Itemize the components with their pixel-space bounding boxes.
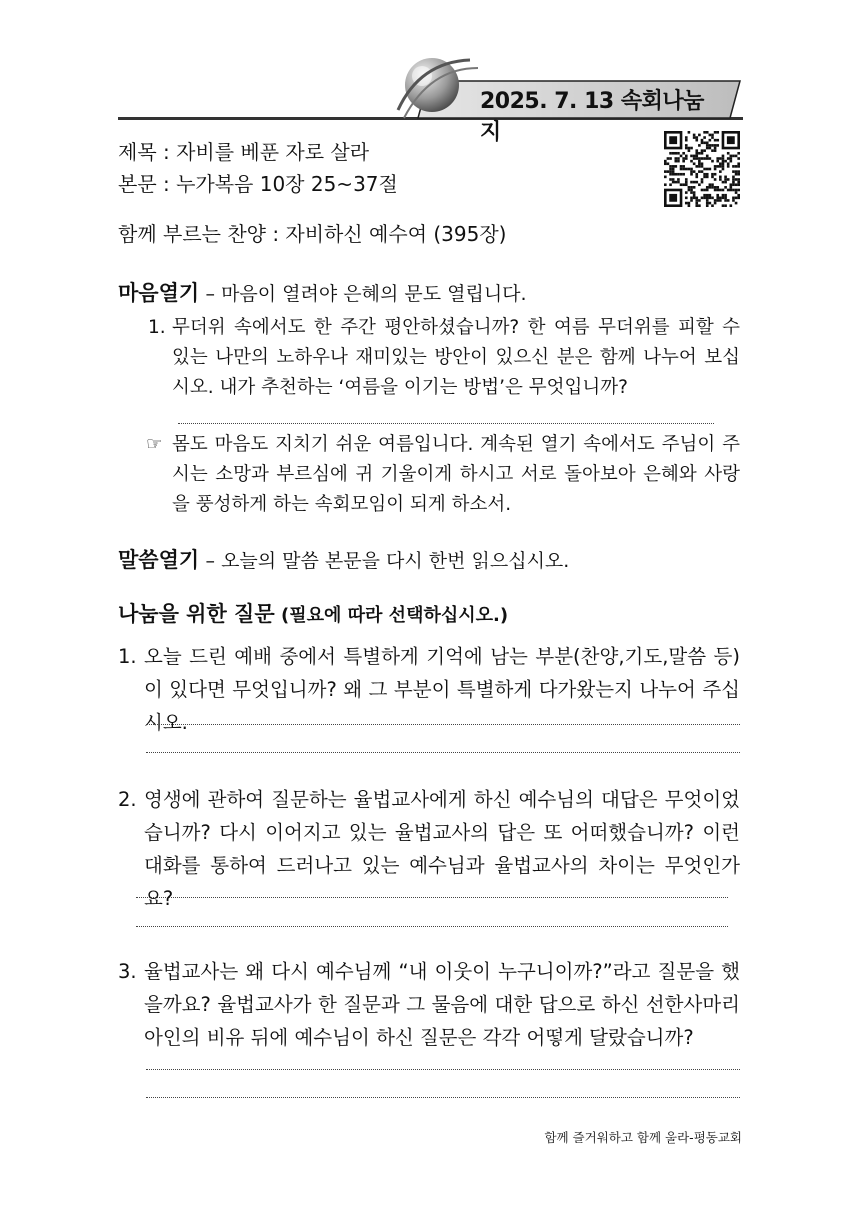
questions-section-title: 나눔을 위한 질문 (118, 602, 275, 626)
qr-code-icon[interactable] (664, 131, 740, 207)
subject-line: 제목 : 자비를 베푼 자로 살라 (118, 140, 370, 164)
answer-line (146, 724, 740, 725)
question-text: 영생에 관하여 질문하는 율법교사에게 하신 예수님의 대답은 무엇이었습니까? 다시 이어지고 있는 율법교사의 답은 또 어떠했습니까? 이런 대화를 통하여 드러나고 있는 예수님과 율법교사의 차이는 무엇인가요? (144, 788, 740, 910)
question-text: 율법교사는 왜 다시 예수님께 “내 이웃이 누구니이까?”라고 질문을 했을까요? 율법교사가 한 질문과 그 물음에 대한 답으로 하신 선한사마리아인의 비유 뒤에 예수님이 하신 질문은 각각 어떻게 달랐습니까? (144, 960, 740, 1049)
bulletin-title: 2025. 7. 13 속회나눔지 (480, 89, 704, 145)
answer-line (146, 1097, 740, 1098)
hymn-line: 함께 부르는 찬양 : 자비하신 예수여 (395장) (118, 222, 507, 246)
question-text: 오늘 드린 예배 중에서 특별하게 기억에 남는 부분(찬양,기도,말씀 등)이 있다면 무엇입니까? 왜 그 부분이 특별하게 다가왔는지 나누어 주십시오. (144, 645, 740, 734)
pointing-hand-icon: ☞ (146, 434, 163, 455)
scripture-label: 본문 (118, 172, 157, 196)
heart-section-subtitle: 마음이 열려야 은혜의 문도 열립니다. (221, 283, 527, 305)
scripture-text: 누가복음 10장 25~37절 (176, 172, 398, 196)
answer-line (178, 423, 714, 424)
question-item (118, 783, 740, 915)
answer-line (146, 752, 740, 753)
hymn-text: 자비하신 예수여 (395장) (285, 222, 507, 246)
word-section-heading: 말씀열기 – 오늘의 말씀 본문을 다시 한번 읽으십시오. (118, 548, 570, 572)
heart-note-text: 몸도 마음도 지치기 쉬운 여름입니다. 계속된 열기 속에서도 주님이 주시는 소망과 부르심에 귀 기울이게 하시고 서로 돌아보아 은혜와 사랑을 풍성하게 하는 속회모임이 되게 하소서. (172, 434, 740, 515)
questions-section-heading (118, 600, 508, 630)
heart-question-number: 1. (148, 317, 166, 338)
answer-line (146, 1069, 740, 1070)
answer-line (136, 926, 728, 927)
hymn-label: 함께 부르는 찬양 (118, 222, 266, 246)
scripture-line: 본문 : 누가복음 10장 25~37절 (118, 172, 398, 196)
heart-section-heading: 마음열기 – 마음이 열려야 은혜의 문도 열립니다. (118, 281, 527, 305)
footer-text: 함께 즐거워하고 함께 울라-평동교회 (544, 1130, 742, 1145)
heart-question-text: 무더위 속에서도 한 주간 평안하셨습니까? 한 여름 무더위를 피할 수 있는 나만의 노하우나 재미있는 방안이 있으신 분은 함께 나누어 보십시오. 내가 추천하는 ‘여름을 이기는 방법’은 무엇입니까? (172, 317, 740, 398)
heart-section-title: 마음열기 (118, 281, 200, 305)
answer-line (136, 897, 728, 898)
question-number: 1. (118, 645, 137, 668)
question-number: 3. (118, 960, 137, 983)
question-item (118, 955, 740, 1054)
questions-section-subtitle: (필요에 따라 선택하십시오.) (280, 605, 509, 626)
heart-question (148, 313, 740, 403)
heart-note (146, 430, 740, 520)
header-banner (0, 0, 860, 145)
word-section-title: 말씀열기 (118, 548, 200, 572)
subject-label: 제목 (118, 140, 157, 164)
header-decoration (0, 0, 860, 145)
subject-text: 자비를 베푼 자로 살라 (176, 140, 370, 164)
word-section-subtitle: 오늘의 말씀 본문을 다시 한번 읽으십시오. (221, 550, 570, 572)
question-number: 2. (118, 788, 137, 811)
